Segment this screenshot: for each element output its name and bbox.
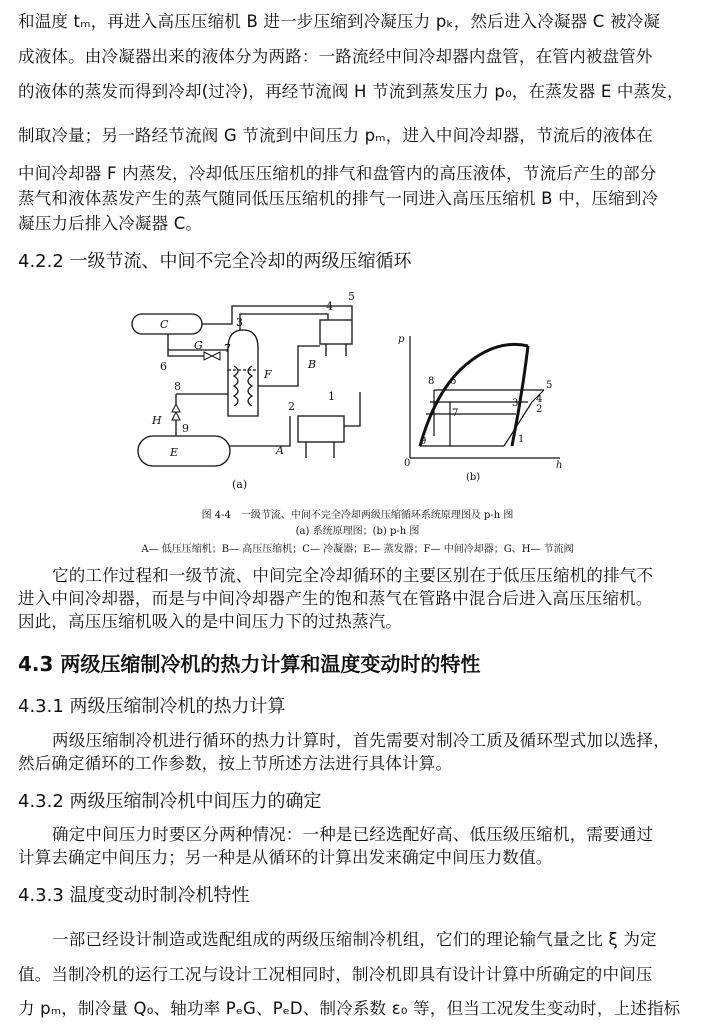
svg-text:(b): (b) <box>466 472 481 483</box>
figure-caption-legend: A— 低压压缩机；B— 高压压缩机；C— 冷凝器；E— 蒸发器；F— 中间冷却器；G、H— 节流阀 <box>141 544 574 555</box>
svg-text:4: 4 <box>326 300 333 313</box>
svg-text:h: h <box>556 460 563 471</box>
text-line: 蒸气和液体蒸发产生的蒸气随同低压压缩机的排气一同进入高压压缩机 B 中，压缩到冷 <box>18 189 659 208</box>
text-line: 计算去确定中间压力；另一种是从循环的计算出发来确定中间压力数值。 <box>18 848 553 867</box>
text-line: 两级压缩制冷机进行循环的热力计算时，首先需要对制冷工质及循环型式加以选择， <box>52 731 670 750</box>
text-line: 凝压力后排入冷凝器 C。 <box>18 214 203 233</box>
evaporator-e-shape <box>138 436 230 466</box>
text-line: 因此，高压压缩机吸入的是中间压力下的过热蒸汽。 <box>18 612 403 631</box>
p-h-labels <box>398 334 562 483</box>
svg-text:E: E <box>170 446 179 459</box>
figure-diagrams <box>120 286 590 496</box>
text-line: 它的工作过程和一级节流、中间完全冷却循环的主要区别在于低压压缩机的排气不 <box>52 566 654 585</box>
svg-text:2: 2 <box>288 400 295 413</box>
svg-text:p: p <box>398 334 405 345</box>
svg-text:A: A <box>276 444 284 457</box>
svg-text:C: C <box>160 318 169 331</box>
svg-text:6: 6 <box>160 360 167 373</box>
svg-text:F: F <box>264 368 272 381</box>
svg-text:9: 9 <box>420 436 427 447</box>
section-heading-4-2-2: 4.2.2 一级节流、中间不完全冷却的两级压缩循环 <box>18 251 412 272</box>
svg-text:(a): (a) <box>232 478 248 491</box>
svg-text:9: 9 <box>182 422 189 435</box>
intercooler-f-shape <box>228 330 258 416</box>
svg-text:5: 5 <box>546 380 553 391</box>
text-line: 然后确定循环的工作参数，按上节所述方法进行具体计算。 <box>18 754 453 773</box>
figure-caption-sub: (a) 系统原理图；(b) p-h 图 <box>295 526 420 537</box>
svg-text:1: 1 <box>518 434 525 445</box>
valve-g-icon <box>204 352 220 360</box>
section-heading-4-3-1: 4.3.1 两级压缩制冷机的热力计算 <box>18 696 286 717</box>
text-line: 制取冷量；另一路经节流阀 G 节流到中间压力 pₘ，进入中间冷却器，节流后的液体在 <box>18 126 653 145</box>
svg-text:7: 7 <box>224 342 231 355</box>
valve-h-icon <box>172 404 180 420</box>
text-line: 和温度 tₘ，再进入高压压缩机 B 进一步压缩到冷凝压力 pₖ，然后进入冷凝器 C 被冷凝 <box>18 12 661 31</box>
svg-text:H: H <box>152 414 162 427</box>
svg-text:8: 8 <box>428 376 435 387</box>
section-heading-4-3-3: 4.3.3 温度变动时制冷机特性 <box>18 885 250 906</box>
text-line: 中间冷却器 F 内蒸发，冷却低压压缩机的排气和盘管内的高压液体，节流后产生的部分 <box>18 164 657 183</box>
svg-text:4: 4 <box>536 394 543 405</box>
svg-text:3: 3 <box>236 316 243 329</box>
text-line: 成液体。由冷凝器出来的液体分为两路：一路流经中间冷却器内盘管，在管内被盘管外 <box>18 47 653 66</box>
svg-text:3: 3 <box>512 398 519 409</box>
svg-text:2: 2 <box>536 404 543 415</box>
text-line: 确定中间压力时要区分两种情况：一种是已经选配好高、低压级压缩机，需要通过 <box>52 825 654 844</box>
svg-text:1: 1 <box>328 390 335 403</box>
svg-text:7: 7 <box>452 408 459 419</box>
svg-text:0: 0 <box>404 458 411 469</box>
compressor-b-shape <box>320 320 352 344</box>
text-line: 力 pₘ，制冷量 Q₀、轴功率 PₑG、PₑD、制冷系数 ε₀ 等，但当工况发生变动时，上述指标 <box>18 999 681 1018</box>
text-line: 值。当制冷机的运行工况与设计工况相同时，制冷机即具有设计计算中所确定的中间压 <box>18 965 653 984</box>
svg-text:G: G <box>194 339 203 352</box>
figure-caption-title: 图 4-4 一级节流、中间不完全冷却两级压缩循环系统原理图及 p-h 图 <box>201 510 514 521</box>
text-line: 一部已经设计制造或选配组成的两级压缩制冷机组，它们的理论输气量之比 ξ 为定 <box>52 930 657 949</box>
svg-text:5: 5 <box>348 290 355 303</box>
section-heading-4-3: 4.3 两级压缩制冷机的热力计算和温度变动时的特性 <box>18 652 481 676</box>
svg-text:B: B <box>308 358 317 371</box>
svg-text:8: 8 <box>174 380 181 393</box>
compressor-a-shape <box>298 416 344 442</box>
section-heading-4-3-2: 4.3.2 两级压缩制冷机中间压力的确定 <box>18 791 322 812</box>
text-line: 进入中间冷却器，而是与中间冷却器产生的饱和蒸气在管路中混合后进入高压压缩机。 <box>18 589 653 608</box>
text-line: 的液体的蒸发而得到冷却(过冷)，再经节流阀 H 节流到蒸发压力 p₀，在蒸发器 E 中蒸发， <box>18 82 684 101</box>
svg-text:6: 6 <box>450 376 457 387</box>
intercooler-coil <box>234 366 238 406</box>
